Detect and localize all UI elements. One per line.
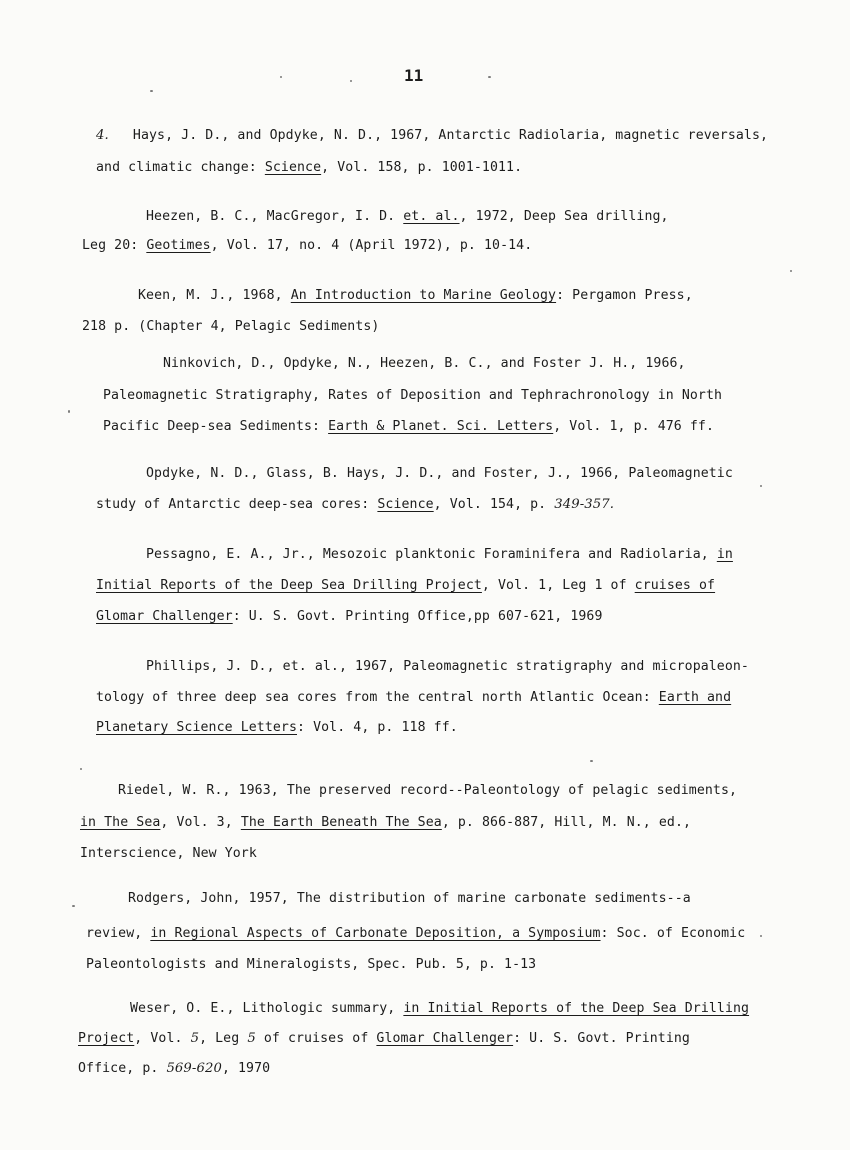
ref-text: Paleomagnetic Stratigraphy, Rates of Deposition and Tephrachronology in North: [103, 388, 723, 403]
ref-text: , 1970: [221, 1061, 271, 1076]
ref-rodgers-line-2: [86, 926, 745, 941]
scan-speck: [150, 90, 153, 92]
ref-journal: Earth & Planet. Sci. Letters: [328, 419, 554, 434]
ref-text: Pacific Deep-sea Sediments:: [103, 419, 329, 434]
ref-hays-line-2: [96, 160, 522, 175]
ref-marker: 4.: [96, 128, 109, 143]
ref-handwritten-leg: 5: [247, 1031, 256, 1046]
ref-text: Ninkovich, D., Opdyke, N., Heezen, B. C., and Foster J. H., 1966,: [163, 356, 686, 371]
ref-handwritten-pages: 569-620: [166, 1061, 222, 1076]
ref-journal: Science: [377, 497, 434, 512]
ref-journal: Science: [264, 160, 322, 175]
ref-pessagno-line-3: [96, 609, 603, 624]
ref-cruises: cruises of: [634, 578, 716, 593]
ref-text: Keen, M. J., 1968,: [138, 288, 291, 303]
ref-text: of cruises of: [255, 1031, 377, 1046]
ref-riedel-line-3: [80, 846, 257, 861]
scan-speck: [280, 76, 282, 78]
scan-speck: [590, 760, 593, 762]
ref-et-al: et. al.: [403, 209, 460, 224]
ref-text: : U. S. Govt. Printing Office,pp 607-621, 1969: [232, 609, 603, 624]
scan-speck: [68, 410, 70, 413]
ref-text: , Vol. 158, p. 1001-1011.: [321, 160, 523, 175]
ref-rodgers-line-1: [128, 891, 691, 906]
scan-speck: [790, 270, 792, 272]
ref-series-title: Initial Reports of the Deep Sea Drilling Project: [96, 578, 482, 593]
ref-text: Heezen, B. C., MacGregor, I. D.: [146, 209, 404, 224]
ref-text: , p. 866-887, Hill, M. N., ed.,: [441, 815, 692, 830]
ref-keen-line-1: [138, 288, 693, 303]
ref-heezen-line-2: [82, 238, 532, 253]
ref-text: : U. S. Govt. Printing: [513, 1031, 690, 1046]
ref-weser-line-3: [78, 1061, 270, 1076]
ref-symposium-title: in Regional Aspects of Carbonate Deposition, a Symposium: [150, 926, 601, 941]
ref-vessel: Glomar Challenger: [376, 1031, 514, 1046]
ref-text: Interscience, New York: [80, 846, 257, 861]
ref-text: , Vol. 17, no. 4 (April 1972), p. 10-14.: [210, 238, 533, 253]
ref-text: , Vol. 154, p.: [433, 497, 555, 512]
ref-in-the-sea: in The Sea: [80, 815, 161, 830]
ref-opdyke-line-2: [96, 497, 614, 512]
ref-vessel: Glomar Challenger: [96, 609, 233, 624]
ref-text: : Vol. 4, p. 118 ff.: [297, 720, 458, 735]
scan-speck: [350, 80, 352, 82]
ref-text: Hays, J. D., and Opdyke, N. D., 1967, Antarctic Radiolaria, magnetic reversals,: [132, 128, 769, 143]
ref-journal: Earth and: [658, 690, 732, 705]
ref-text: review,: [86, 926, 151, 941]
scan-speck: [72, 905, 75, 907]
ref-text: , Leg: [199, 1031, 248, 1046]
ref-text: 218 p. (Chapter 4, Pelagic Sediments): [82, 319, 380, 334]
ref-handwritten-volume: 5: [190, 1031, 200, 1046]
ref-text: , Vol.: [134, 1031, 191, 1046]
ref-hays-line-1: [96, 128, 768, 143]
ref-text: : Soc. of Economic: [600, 926, 746, 941]
ref-journal: Planetary Science Letters: [96, 720, 297, 735]
ref-book-title: An Introduction to Marine Geology: [290, 288, 557, 303]
ref-text: , Vol. 1, p. 476 ff.: [553, 419, 715, 434]
page-number: 11: [404, 66, 424, 85]
ref-text: , Vol. 1, Leg 1 of: [481, 578, 635, 593]
ref-phillips-line-2: [96, 690, 731, 705]
scan-speck: [80, 768, 82, 770]
ref-journal: Geotimes: [146, 238, 211, 253]
ref-heezen-line-1: [146, 209, 669, 224]
ref-phillips-line-3: [96, 720, 458, 735]
ref-series-title: Project: [78, 1031, 135, 1046]
ref-weser-line-2: [78, 1031, 690, 1046]
ref-book-title: The Earth Beneath The Sea: [240, 815, 442, 830]
ref-keen-line-2: [82, 319, 379, 334]
ref-text: Rodgers, John, 1957, The distribution of marine carbonate sediments--a: [128, 891, 691, 906]
ref-text: Weser, O. E., Lithologic summary,: [130, 1001, 404, 1016]
ref-text: study of Antarctic deep-sea cores:: [96, 497, 378, 512]
ref-text: Paleontologists and Mineralogists, Spec. Pub. 5, p. 1-13: [86, 957, 537, 972]
scan-speck: [760, 935, 762, 937]
ref-in: in: [716, 547, 733, 562]
ref-text: Leg 20:: [82, 238, 147, 253]
ref-handwritten-pages: 349-357.: [554, 497, 615, 512]
ref-text: , 1972, Deep Sea drilling,: [459, 209, 669, 224]
ref-text: : Pergamon Press,: [556, 288, 693, 303]
scan-speck: [488, 76, 491, 78]
ref-text: Riedel, W. R., 1963, The preserved record--Paleontology of pelagic sediments,: [118, 783, 738, 798]
ref-text: Phillips, J. D., et. al., 1967, Paleomagnetic stratigraphy and micropaleon-: [146, 659, 749, 674]
ref-opdyke-line-1: [146, 466, 733, 481]
ref-rodgers-line-3: [86, 957, 536, 972]
scan-speck: [760, 485, 762, 487]
ref-text: Opdyke, N. D., Glass, B. Hays, J. D., and Foster, J., 1966, Paleomagnetic: [146, 466, 733, 481]
ref-text: tology of three deep sea cores from the central north Atlantic Ocean:: [96, 690, 659, 705]
ref-ninkovich-line-1: [163, 356, 686, 371]
ref-pessagno-line-2: [96, 578, 715, 593]
ref-series-title: in Initial Reports of the Deep Sea Drilling: [403, 1001, 750, 1016]
ref-pessagno-line-1: [146, 547, 733, 562]
ref-text: and climatic change:: [96, 160, 265, 175]
ref-phillips-line-1: [146, 659, 749, 674]
ref-ninkovich-line-3: [103, 419, 714, 434]
ref-text: Office, p.: [78, 1061, 167, 1076]
ref-riedel-line-2: [80, 815, 691, 830]
ref-weser-line-1: [130, 1001, 749, 1016]
ref-text: , Vol. 3,: [160, 815, 241, 830]
ref-ninkovich-line-2: [103, 388, 722, 403]
ref-text: Pessagno, E. A., Jr., Mesozoic planktonic Foraminifera and Radiolaria,: [146, 547, 717, 562]
ref-riedel-line-1: [118, 783, 737, 798]
